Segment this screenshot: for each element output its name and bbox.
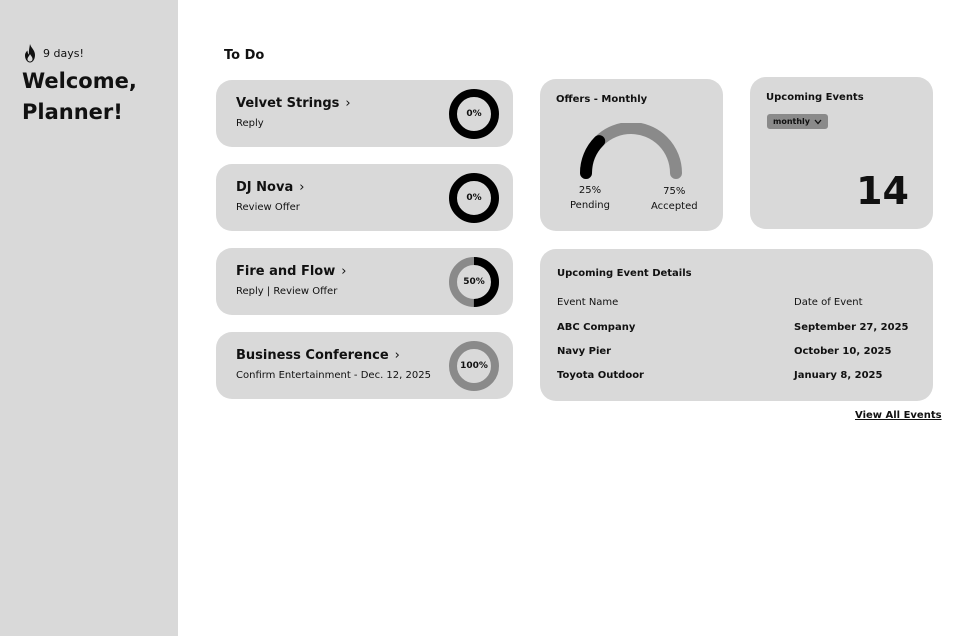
todo-name-label: Fire and Flow: [236, 264, 336, 279]
chevron-right-icon: ›: [345, 96, 351, 111]
todo-card-velvet-strings[interactable]: [216, 80, 513, 147]
todo-name-label: DJ Nova: [236, 180, 294, 195]
column-header-date: Date of Event: [794, 297, 863, 308]
gauge-pending-arc: [586, 141, 599, 173]
streak-indicator: [22, 44, 84, 63]
offers-card: [540, 79, 723, 231]
view-all-events-link[interactable]: View All Events: [855, 410, 942, 421]
todo-name[interactable]: [236, 348, 400, 363]
streak-text: 9 days!: [43, 47, 84, 60]
todo-card-business-conference[interactable]: [216, 332, 513, 399]
todo-name-label: Velvet Strings: [236, 96, 340, 111]
welcome-heading: Welcome, Planner!: [22, 69, 137, 124]
event-row-name: Navy Pier: [557, 346, 612, 357]
progress-label: 100%: [460, 361, 488, 371]
gauge-track: [586, 128, 676, 173]
accepted-label: Accepted: [651, 201, 698, 212]
event-row-name: Toyota Outdoor: [557, 370, 644, 381]
upcoming-events-title: Upcoming Events: [766, 92, 864, 103]
todo-subtitle: Reply: [236, 118, 264, 129]
todo-name[interactable]: [236, 264, 346, 279]
accepted-percent: 75%: [663, 186, 686, 197]
sidebar: [0, 0, 178, 636]
event-row-date: January 8, 2025: [794, 370, 883, 381]
chevron-right-icon: ›: [394, 348, 400, 363]
offers-title: Offers - Monthly: [556, 94, 648, 105]
event-details-title: Upcoming Event Details: [557, 268, 692, 279]
todo-subtitle: Reply | Review Offer: [236, 286, 338, 297]
progress-label: 0%: [466, 193, 482, 203]
todo-card-fire-and-flow[interactable]: [216, 248, 513, 315]
accepted-legend: [651, 184, 698, 214]
todo-subtitle: Confirm Entertainment - Dec. 12, 2025: [236, 370, 431, 381]
todo-name[interactable]: [236, 96, 351, 111]
event-row-name: ABC Company: [557, 322, 636, 333]
todo-subtitle: Review Offer: [236, 202, 300, 213]
todo-card-dj-nova[interactable]: [216, 164, 513, 231]
event-details-card: [540, 249, 933, 401]
todo-name-label: Business Conference: [236, 348, 389, 363]
event-row-date: September 27, 2025: [794, 322, 909, 333]
pending-label: Pending: [570, 200, 610, 211]
pending-percent: 25%: [578, 185, 602, 196]
period-dropdown[interactable]: [767, 114, 828, 129]
chevron-right-icon: ›: [299, 180, 305, 195]
offers-gauge: [576, 123, 686, 183]
chevron-down-icon: [814, 119, 822, 125]
todo-title: To Do: [224, 48, 265, 63]
upcoming-events-card: [750, 77, 933, 229]
pending-legend: [570, 183, 610, 213]
event-row-date: October 10, 2025: [794, 346, 892, 357]
period-dropdown-value: monthly: [773, 117, 811, 126]
upcoming-events-count: 14: [856, 169, 909, 213]
chevron-right-icon: ›: [341, 264, 347, 279]
progress-label: 50%: [463, 277, 485, 287]
flame-icon: [22, 44, 38, 63]
progress-label: 0%: [466, 109, 482, 119]
column-header-event-name: Event Name: [557, 297, 619, 308]
todo-name[interactable]: [236, 180, 304, 195]
